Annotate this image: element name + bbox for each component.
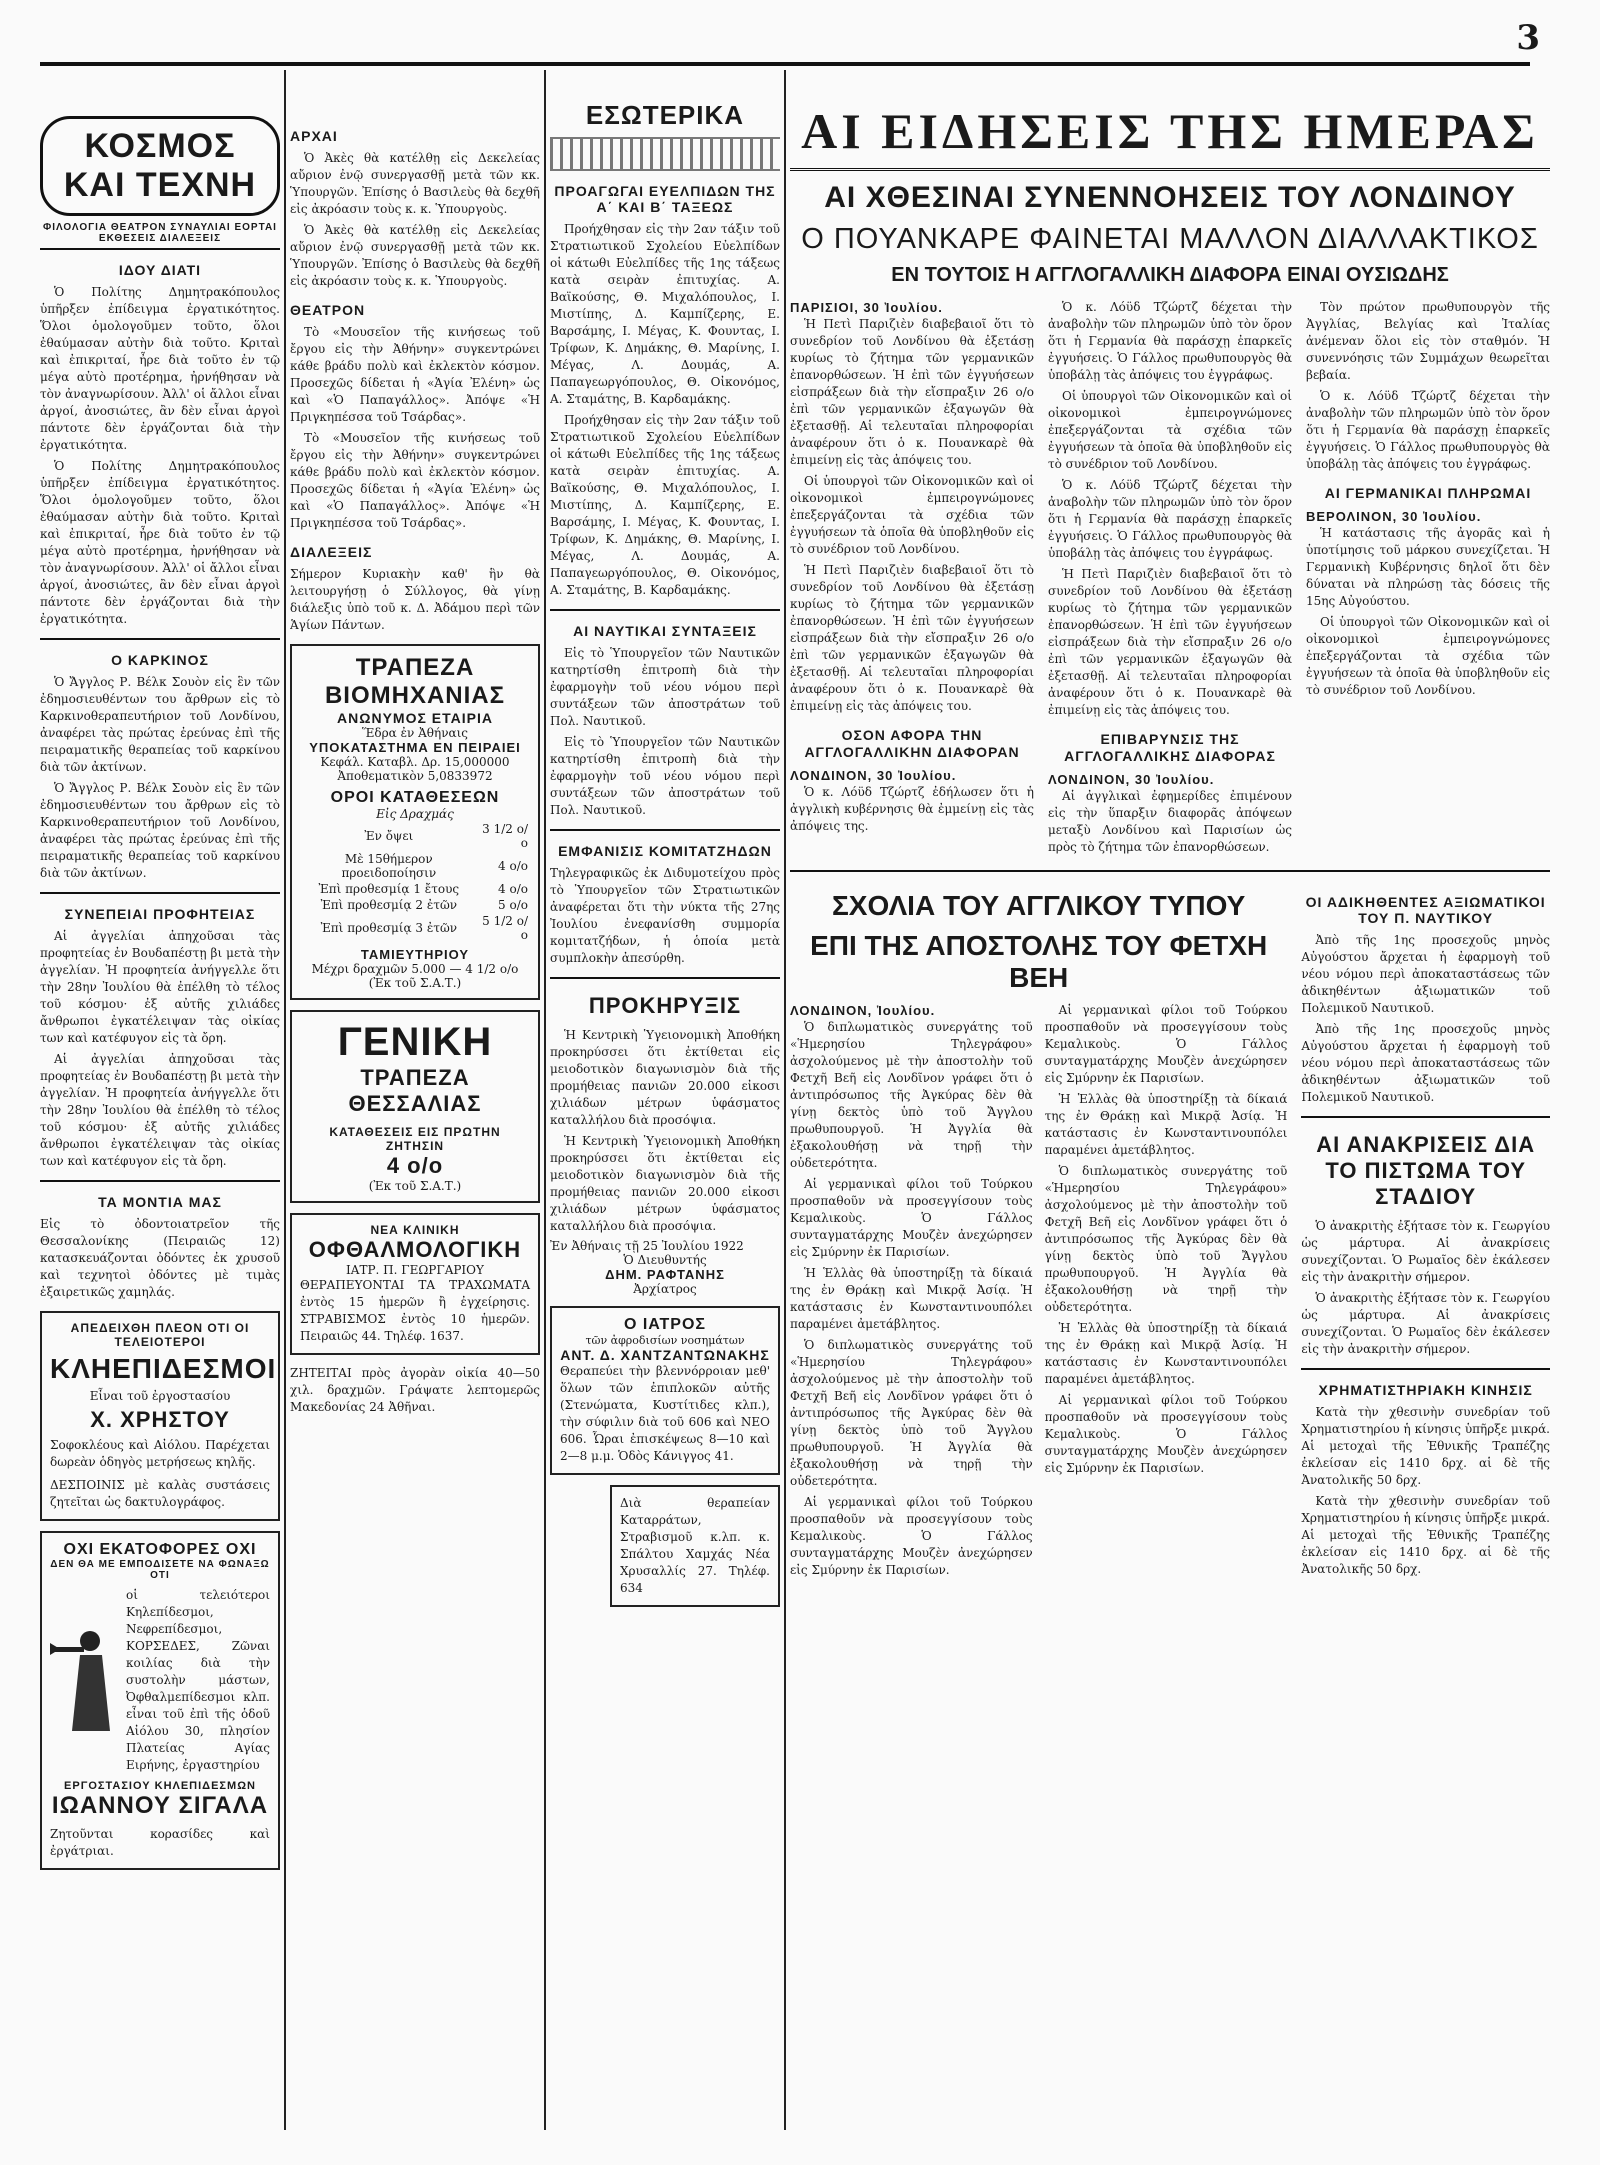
article-text: Τηλεγραφικῶς ἐκ Διδυμοτείχου πρὸς τὸ Ὑπουργεῖον τῶν Στρατιωτικῶν ἀναφέρεται ὅτι τὴν νύκτα τῆς 27ης Ἰουλίου ἐνεφανίσθη συμμορία κομιτατζήδων, ἡ ὁποία μετὰ συμπλοκὴν ἀπεσύρθη.: [550, 866, 780, 965]
page-number: 3: [1516, 18, 1540, 58]
rate-row: Ἐπὶ προθεσμίᾳ 3 ἐτῶν 5 1/2 ο/ο: [320, 914, 528, 942]
headline-sub: Ο ΠΟΥΑΝΚΑΡΕ ΦΑΙΝΕΤΑΙ ΜΑΛΛΟΝ ΔΙΑΛΛΑΚΤΙΚΟΣ: [801, 223, 1539, 255]
article-text: Εἰς τὸ ὀδοντοιατρεῖον τῆς Θεσσαλονίκης (Πειραιῶς 12) κατασκευάζονται ὀδόντες ἐκ χρυσοῦ καὶ τεχνητοὶ ὀδόντες μὲ τιμὰς ἐξαιρετικῶς χαμηλάς.: [40, 1217, 280, 1299]
section-title: ΣΥΝΕΠΕΙΑΙ ΠΡΟΦΗΤΕΙΑΣ: [64, 906, 256, 922]
column-misc: [290, 70, 540, 1416]
sxolia-title-2: ΕΠΙ ΤΗΣ ΑΠΟΣΤΟΛΗΣ ΤΟΥ ΦΕΤΧΗ ΒΕΗ: [810, 930, 1268, 993]
small-ad: Διὰ θεραπείαν Καταρράτων, Στραβισμοῦ κ.λπ. κ. Σπάλτου Χαμχάς Νέα Χρυσαλλίς 27. Τηλέφ. 634: [610, 1485, 780, 1607]
article-text: Ὁ Πολίτης Δημητρακόπουλος ὑπῆρξεν ἐπίδειγμα ἐργατικότητος. Ὅλοι ὁμολογοῦμεν τοῦτο, ὅλοι ἐθαύμασαν αὐτὴν διὰ τοῦτο. Κριταὶ καὶ ἐπικριταί, ἦρε διὰ τοῦτο ἐν τῷ μέγα αὐτὸ προτέρημα, ἠρνήθησαν νὰ τὸν ἀναγνωρίσουν. Ἀλλ' οἱ ἄλλοι εἶναι ἀργοί, ἀνοσιώτες, ἂν δὲν εἶναι ἀργοὶ πάντοτε δὲν ἐργάζονται διὰ τὴν ἐργατικότητα. Ὁ Πολίτης Δημητρακόπουλος ὑπῆρξεν ἐπίδειγμα ἐργατικότητος. Ὅλοι ὁμολογοῦμεν τοῦτο, ὅλοι ἐθαύμασαν αὐτὴν διὰ τοῦτο. Κριταὶ καὶ ἐπικριταί, ἦρε διὰ τοῦτο ἐν τῷ μέγα αὐτὸ προτέρημα, ἠρνήθησαν νὰ τὸν ἀναγνωρίσουν. Ἀλλ' οἱ ἄλλοι εἶναι ἀργοί, ἀνοσιώτες, ἂν δὲν εἶναι ἀργοὶ πάντοτε δὲν ἐργάζονται διὰ τὴν ἐργατικότητα.: [40, 285, 280, 626]
column-rule: [284, 70, 286, 2130]
article-text: Ὁ Ἀκὲς θὰ κατέλθῃ εἰς Δεκελείας αὔριον ἐνῷ συνεργασθῇ μετὰ τῶν κκ. Ὑπουργῶν. Ἐπίσης ὁ Βασιλεὺς θὰ δεχθῆ εἰς ἀκρόασιν τοὺς κ. κ. Ὑπουργοὺς. Ὁ Ἀκὲς θὰ κατέλθῃ εἰς Δεκελείας αὔριον ἐνῷ συνεργασθῇ μετὰ τῶν κκ. Ὑπουργῶν. Ἐπίσης ὁ Βασιλεὺς θὰ δεχθῆ εἰς ἀκρόασιν τοὺς κ. κ. Ὑπουργοὺς.: [290, 151, 540, 288]
rate-row: Ἐπὶ προθεσμίᾳ 1 ἔτους 4 ο/ο: [318, 882, 528, 896]
headline-banner: ΑΙ ΧΘΕΣΙΝΑΙ ΣΥΝΕΝΝΟΗΣΕΙΣ ΤΟΥ ΛΟΝΔΙΝΟΥ: [824, 181, 1516, 214]
section-title: Ο ΚΑΡΚΙΝΟΣ: [111, 652, 209, 668]
section-title: ΟΙ ΑΔΙΚΗΘΕΝΤΕΣ ΑΞΙΩΜΑΤΙΚΟΙ ΤΟΥ Π. ΝΑΥΤΙΚΟΥ: [1305, 894, 1546, 926]
section-title: ΔΙΑΛΕΞΕΙΣ: [290, 544, 373, 560]
esoterika-masthead: ΕΣΩΤΕΡΙΚΑ: [585, 100, 745, 130]
section-title: ΧΡΗΜΑΤΙΣΤΗΡΙΑΚΗ ΚΙΝΗΣΙΣ: [1318, 1382, 1533, 1398]
section-title: ΑΙ ΝΑΥΤΙΚΑΙ ΣΥΝΤΑΞΕΙΣ: [573, 623, 757, 639]
rate-row: Ἐν ὄψει 3 1/2 ο/ο: [364, 822, 528, 850]
clinic-ad: ΝΕΑ ΚΛΙΝΙΚΗ ΟΦΘΑΛΜΟΛΟΓΙΚΗ ΙΑΤΡ. Π. ΓΕΩΡΓΑΡΙΟΥ ΘΕΡΑΠΕΥΟΝΤΑΙ ΤΑ ΤΡΑΧΩΜΑΤΑ ἐντὸς 15 ἡμερῶν ἢ ἐγχείρησις. ΣΤΡΑΒΙΣΜΟΣ ἐντὸς 10 ἡμερῶν. Πειραιῶς 44. Τηλέφ. 1637.: [290, 1213, 540, 1355]
section-title: ΙΔΟΥ ΔΙΑΤΙ: [118, 262, 202, 278]
kosmos-subhead: ΦΙΛΟΛΟΓΙΑ ΘΕΑΤΡΟΝ ΣΥΝΑΥΛΙΑΙ ΕΟΡΤΑΙ ΕΚΘΕΣΕΙΣ ΔΙΑΛΕΞΕΙΣ: [40, 216, 280, 250]
news-articles: ΠΑΡΙΣΙΟΙ, 30 Ἰουλίου. Ἡ Πετὶ Παριζιὲν διαβεβαιοῖ ὅτι τὸ συνεδρίον τοῦ Λονδίνου θὰ ἐξετάσῃ κυρίως τὸ ζήτημα τῶν γερμανικῶν ἐπανορθώσεων. Ἡ ἐπὶ τῶν ἐγγυήσεων εἰσπράξεων διὰ τὴν εἴσπραξιν 26 ο/ο ἐπὶ τῶν γερμανικῶν ἐξαγωγῶν θὰ ἐξετασθῇ. Αἱ τελευταῖαι πληροφορίαι ἀναφέρουν ὅτι ὁ κ. Πουανκαρὲ θὰ ἐπιμείνῃ εἰς τὰς ἀπόψεις του. Οἱ ὑπουργοὶ τῶν Οἰκονομικῶν καὶ οἱ οἰκονομικοὶ ἐμπειρογνώμονες ἐπεξεργάζονται τὰ σχέδια τῶν ἐγγυήσεων τὰ ὁποῖα θὰ ὑποβληθοῦν εἰς τὸ συνέδριον τοῦ Λονδίνου. Ἡ Πετὶ Παριζιὲν διαβεβαιοῖ ὅτι τὸ συνεδρίον τοῦ Λονδίνου θὰ ἐξετάσῃ κυρίως τὸ ζήτημα τῶν γερμανικῶν ἐπανορθώσεων. Ἡ ἐπὶ τῶν ἐγγυήσεων εἰσπράξεων διὰ τὴν εἴσπραξιν 26 ο/ο ἐπὶ τῶν γερμανικῶν ἐξαγωγῶν θὰ ἐξετασθῇ. Αἱ τελευταῖαι πληροφορίαι ἀναφέρουν ὅτι ὁ κ. Πουανκαρὲ θὰ ἐπιμείνῃ εἰς τὰς ἀπόψεις του. ΟΣΟΝ ΑΦΟΡΑ ΤΗΝ ΑΓΓΛΟΓΑΛΛΙΚΗΝ ΔΙΑΦΟΡΑΝ ΛΟΝΔΙΝΟΝ, 30 Ἰουλίου. Ὁ κ. Λόϋδ Τζώρτζ ἐδήλωσεν ὅτι ἡ ἀγγλικὴ κυβέρνησις θὰ ἐμμείνῃ εἰς τὰς ἀπόψεις της. Ὁ κ. Λόϋδ Τζώρτζ δέχεται τὴν ἀναβολὴν τῶν πληρωμῶν ὑπὸ τὸν ὅρον ὅτι ἡ Γερμανία θὰ παράσχῃ ἐπαρκεῖς ἐγγυήσεις. Ὁ Γάλλος πρωθυπουργὸς θὰ ὑποβάλῃ τὰς ἀπόψεις του ἐγγράφως. Οἱ ὑπουργοὶ τῶν Οἰκονομικῶν καὶ οἱ οἰκονομικοὶ ἐμπειρογνώμονες ἐπεξεργάζονται τὰ σχέδια τῶν ἐγγυήσεων τὰ ὁποῖα θὰ ὑποβληθοῦν εἰς τὸ συνέδριον τοῦ Λονδίνου. Ὁ κ. Λόϋδ Τζώρτζ δέχεται τὴν ἀναβολὴν τῶν πληρωμῶν ὑπὸ τὸν ὅρον ὅτι ἡ Γερμανία θὰ παράσχῃ ἐπαρκεῖς ἐγγυήσεις. Ὁ Γάλλος πρωθυπουργὸς θὰ ὑποβάλῃ τὰς ἀπόψεις του ἐγγράφως. Ἡ Πετὶ Παριζιὲν διαβεβαιοῖ ὅτι τὸ συνεδρίον τοῦ Λονδίνου θὰ ἐξετάσῃ κυρίως τὸ ζήτημα τῶν γερμανικῶν ἐπανορθώσεων. Ἡ ἐπὶ τῶν ἐγγυήσεων εἰσπράξεων διὰ τὴν εἴσπραξιν 26 ο/ο ἐπὶ τῶν γερμανικῶν ἐξαγωγῶν θὰ ἐξετασθῇ. Αἱ τελευταῖαι πληροφορίαι ἀναφέρουν ὅτι ὁ κ. Πουανκαρὲ θὰ ἐπιμείνῃ εἰς τὰς ἀπόψεις του. ΕΠΙΒΑΡΥΝΣΙΣ ΤΗΣ ΑΓΓΛΟΓΑΛΛΙΚΗΣ ΔΙΑΦΟΡΑΣ ΛΟΝΔΙΝΟΝ, 30 Ἰουλίου. Αἱ ἀγγλικαὶ ἐφημερίδες ἐπιμένουν εἰς τὴν ὕπαρξιν διαφορᾶς ἀπόψεων μεταξὺ Λονδίνου καὶ Παρισίων ὡς πρὸς τὸ ζήτημα τῶν ἐπανορθώσεων. Τὸν πρώτον πρωθυπουργὸν τῆς Ἀγγλίας, Βελγίας καὶ Ἰταλίας ἀνέμεναν ὅλοι εἰς τὸν σταθμόν. Ἡ συνεννόησις τῶν Συμμάχων θεωρεῖται βεβαία. Ὁ κ. Λόϋδ Τζώρτζ δέχεται τὴν ἀναβολὴν τῶν πληρωμῶν ὑπὸ τὸν ὅρον ὅτι ἡ Γερμανία θὰ παράσχῃ ἐπαρκεῖς ἐγγυήσεις. Ὁ Γάλλος πρωθυπουργὸς θὰ ὑποβάλῃ τὰς ἀπόψεις του ἐγγράφως. ΑΙ ΓΕΡΜΑΝΙΚΑΙ ΠΛΗΡΩΜΑΙ ΒΕΡΟΛΙΝΟΝ, 30 Ἰουλίου. Ἡ κατάστασις τῆς ἀγορᾶς καὶ ἡ ὑποτίμησις τοῦ μάρκου συνεχίζεται. Ἡ Γερμανικὴ Κυβέρνησις δηλοῖ ὅτι δὲν δύναται νὰ πληρώσῃ τὰς δόσεις τῆς 15ης Αὐγούστου. Οἱ ὑπουργοὶ τῶν Οἰκονομικῶν καὶ οἱ οἰκονομικοὶ ἐμπειρογνώμονες ἐπεξεργάζονται τὰ σχέδια τῶν ἐγγυήσεων τὰ ὁποῖα θὰ ὑποβληθοῦν εἰς τὸ συνέδριον τοῦ Λονδίνου.: [790, 300, 1550, 854]
article-text: Σήμερον Κυριακὴν καθ' ἣν θὰ λειτουργήσῃ ὁ Σύλλογος, θὰ γίνῃ διάλεξις ὑπὸ τοῦ κ. Δ. Ἀδάμου περὶ τῶν Ἁγίων Πάντων.: [290, 567, 540, 632]
column-esoterika: ΕΣΩΤΕΡΙΚΑ ΠΡΟΑΓΩΓΑΙ ΕΥΕΛΠΙΔΩΝ ΤΗΣ Α΄ ΚΑΙ Β΄ ΤΑΞΕΩΣ Προήχθησαν εἰς τὴν 2αν τάξιν τοῦ Στρατιωτικοῦ Σχολείου Εὐελπίδων οἱ κάτωθι Εὐελπίδες τῆς 1ης τάξεως κατὰ σειρὰν ἐπιτυχίας. Α. Βαϊκούσης, Θ. Μιχαλόπουλος, Ι. Μιστίπης, Δ. Καμπίζερης, Ε. Βαρσάμης, Ι. Μέγας, Κ. Φουντας, Ι. Τρίφων, Κ. Δημάκης, Θ. Μαρίνης, Ι. Μέγας, Λ. Δουμάς, Α. Παπαγεωργόπουλος, Θ. Οἰκονόμος, Α. Σταμάτης, Β. Καρδαμάκης. Προήχθησαν εἰς τὴν 2αν τάξιν τοῦ Στρατιωτικοῦ Σχολείου Εὐελπίδων οἱ κάτωθι Εὐελπίδες τῆς 1ης τάξεως κατὰ σειρὰν ἐπιτυχίας. Α. Βαϊκούσης, Θ. Μιχαλόπουλος, Ι. Μιστίπης, Δ. Καμπίζερης, Ε. Βαρσάμης, Ι. Μέγας, Κ. Φουντας, Ι. Τρίφων, Κ. Δημάκης, Θ. Μαρίνης, Ι. Μέγας, Λ. Δουμάς, Α. Παπαγεωργόπουλος, Θ. Οἰκονόμος, Α. Σταμάτης, Β. Καρδαμάκης. ΑΙ ΝΑΥΤΙΚΑΙ ΣΥΝΤΑΞΕΙΣ Εἰς τὸ Ὑπουργεῖον τῶν Ναυτικῶν κατηρτίσθη ἐπιτροπὴ διὰ τὴν ἐφαρμογὴν τοῦ νέου νόμου περὶ συντάξεων τῶν ἀποστράτων τοῦ Πολ. Ναυτικοῦ. Εἰς τὸ Ὑπουργεῖον τῶν Ναυτικῶν κατηρτίσθη ἐπιτροπὴ διὰ τὴν ἐφαρμογὴν τοῦ νέου νόμου περὶ συντάξεων τῶν ἀποστράτων τοῦ Πολ. Ναυτικοῦ. ΕΜΦΑΝΙΣΙΣ ΚΟΜΙΤΑΤΖΗΔΩΝ Τηλεγραφικῶς ἐκ Διδυμοτείχου πρὸς τὸ Ὑπουργεῖον τῶν Στρατιωτικῶν ἀναφέρεται ὅτι τὴν νύκτα τῆς 27ης Ἰουλίου ἐνεφανίσθη συμμορία κομιτατζήδων, ἡ ὁποία μετὰ συμπλοκὴν ἀπεσύρθη. ΠΡΟΚΗΡΥΞΙΣ Ἡ Κεντρικὴ Ὑγειονομικὴ Ἀποθήκη προκηρύσσει ὅτι ἐκτίθεται εἰς μειοδοτικὸν διαγωνισμὸν διὰ τῆς προμήθειας πανιῶν 20.000 εἰκοσι χιλιάδων μέτρων ὑφάσματος καταλλήλου διὰ προσόψια. Ἡ Κεντρικὴ Ὑγειονομικὴ Ἀποθήκη προκηρύσσει ὅτι ἐκτίθεται εἰς μειοδοτικὸν διαγωνισμὸν διὰ τῆς προμήθειας πανιῶν 20.000 εἰκοσι χιλιάδων μέτρων ὑφάσματος καταλλήλου διὰ προσόψια. Ἐν Ἀθήναις τῇ 25 Ἰουλίου 1922 Ὁ Διευθυντής ΔΗΜ. ΡΑΦΤΑΝΗΣ Ἀρχίατρος Ο ΙΑΤΡΟΣ τῶν ἀφροδισίων νοσημάτων ΑΝΤ. Δ. ΧΑΝΤΖΑΝΤΩΝΑΚΗΣ Θεραπεύει τὴν βλεννόρροιαν μεθ' ὅλων τῶν ἐπιπλοκῶν αὐτῆς (Στενώματα, Κυστίτιδες κλπ.), τὴν σύφιλιν διὰ τοῦ 606 καὶ NEO 606. Ὧραι ἐπισκέψεως 8—10 καὶ 2—8 μ.μ. Ὁδὸς Κάνιγγος 41. Διὰ θεραπείαν Καταρράτων, Στραβισμοῦ κ.λπ. κ. Σπάλτου Χαμχάς Νέα Χρυσαλλίς 27. Τηλέφ. 634: [550, 70, 780, 1617]
ornament-band: [550, 137, 780, 171]
kleidesmoi-ad: ΑΠΕΔΕΙΧΘΗ ΠΛΕΟΝ ΟΤΙ ΟΙ ΤΕΛΕΙΟΤΕΡΟΙ ΚΛΗΕΠΙΔΕΣΜΟΙ Εἶναι τοῦ ἐργοστασίου Χ. ΧΡΗΣΤΟΥ Σοφοκλέους καὶ Αἰόλου. Παρέχεται δωρεὰν ὁδηγὸς μετρήσεως κηλῆς. ΔΕΣΠΟΙΝΙΣ μὲ καλὰς συστάσεις ζητεῖται ὡς δακτυλογράφος.: [40, 1311, 280, 1521]
bank-ad: ΤΡΑΠΕΖΑ ΒΙΟΜΗΧΑΝΙΑΣ ΑΝΩΝΥΜΟΣ ΕΤΑΙΡΙΑ Ἕδρα ἐν Ἀθήναις ΥΠΟΚΑΤΑΣΤΗΜΑ ΕΝ ΠΕΙΡΑΙΕΙ Κεφάλ. Καταβλ. Δρ. 15,000000 Ἀποθεματικὸν 5,0833972 ΟΡΟΙ ΚΑΤΑΘΕΣΕΩΝ Εἰς Δραχμάς Ἐν ὄψει 3 1/2 ο/ο Μὲ 15θήμερον προειδοποίησιν 4 ο/ο Ἐπὶ προθεσμίᾳ 1 ἔτους 4 ο/ο Ἐπὶ προθεσμίᾳ 2 ἐτῶν 5 ο/ο Ἐπὶ προθεσμίᾳ 3 ἐτῶν 5 1/2 ο/ο ΤΑΜΙΕΥΤΗΡΙΟΥ Μέχρι δραχμῶν 5.000 — 4 1/2 ο/ο (Ἐκ τοῦ Σ.Α.Τ.): [290, 644, 540, 1000]
section-title: ΕΜΦΑΝΙΣΙΣ ΚΟΜΙΤΑΤΖΗΔΩΝ: [558, 843, 772, 859]
herald-figure-icon: [50, 1621, 120, 1741]
article-text: Εἰς τὸ Ὑπουργεῖον τῶν Ναυτικῶν κατηρτίσθη ἐπιτροπὴ διὰ τὴν ἐφαρμογὴν τοῦ νέου νόμου περὶ συντάξεων τῶν ἀποστράτων τοῦ Πολ. Ναυτικοῦ. Εἰς τὸ Ὑπουργεῖον τῶν Ναυτικῶν κατηρτίσθη ἐπιτροπὴ διὰ τὴν ἐφαρμογὴν τοῦ νέου νόμου περὶ συντάξεων τῶν ἀποστράτων τοῦ Πολ. Ναυτικοῦ.: [550, 646, 780, 817]
column-rule: [784, 70, 786, 2130]
section-title: ΑΙ ΑΝΑΚΡΙΣΕΙΣ ΔΙΑ ΤΟ ΠΙΣΤΩΜΑ ΤΟΥ ΣΤΑΔΙΟΥ: [1316, 1132, 1536, 1209]
article-text: Ἡ Κεντρικὴ Ὑγειονομικὴ Ἀποθήκη προκηρύσσει ὅτι ἐκτίθεται εἰς μειοδοτικὸν διαγωνισμὸν διὰ τῆς προμήθειας πανιῶν 20.000 εἰκοσι χιλιάδων μέτρων ὑφάσματος καταλλήλου διὰ προσόψια. Ἡ Κεντρικὴ Ὑγειονομικὴ Ἀποθήκη προκηρύσσει ὅτι ἐκτίθεται εἰς μειοδοτικὸν διαγωνισμὸν διὰ τῆς προμήθειας πανιῶν 20.000 εἰκοσι χιλιάδων μέτρων ὑφάσματος καταλλήλου διὰ προσόψια.: [550, 1028, 780, 1233]
news-masthead: ΑΙ ΕΙΔΗΣΕΙΣ ΤΗΣ ΗΜΕΡΑΣ: [790, 98, 1550, 171]
section-title: ΠΡΟΚΗΡΥΞΙΣ: [588, 993, 742, 1018]
headline-sub2: ΕΝ ΤΟΥΤΟΙΣ Η ΑΓΓΛΟΓΑΛΛΙΚΗ ΔΙΑΦΟΡΑ ΕΙΝΑΙ ΟΥΣΙΩΔΗΣ: [891, 264, 1449, 286]
article-text: Ὁ Ἄγγλος Ρ. Βέλκ Σουὸν εἰς ἓν τῶν ἐδημοσιευθέντων του ἄρθρων εἰς τὸ Καρκινοθεραπευτήριον τοῦ Λονδίνου, ἀναφέρει τὰς πρώτας ἐρεύνας ἐπὶ τῆς πειραματικῆς θεραπείας τοῦ καρκίνου διὰ τῶν ἀκτίνων. Ὁ Ἄγγλος Ρ. Βέλκ Σουὸν εἰς ἓν τῶν ἐδημοσιευθέντων του ἄρθρων εἰς τὸ Καρκινοθεραπευτήριον τοῦ Λονδίνου, ἀναφέρει τὰς πρώτας ἐρεύνας ἐπὶ τῆς πειραματικῆς θεραπείας τοῦ καρκίνου διὰ τῶν ἀκτίνων.: [40, 675, 280, 880]
column-rule: [544, 70, 546, 2130]
general-bank-ad: ΓΕΝΙΚΗ ΤΡΑΠΕΖΑ ΘΕΣΣΑΛΙΑΣ ΚΑΤΑΘΕΣΕΙΣ ΕΙΣ ΠΡΩΤΗΝ ΖΗΤΗΣΙΝ 4 ο/ο (Ἐκ τοῦ Σ.Α.Τ.): [290, 1010, 540, 1203]
wanted-ad: ΖΗΤΕΙΤΑΙ πρὸς ἀγορὰν οἰκία 40—50 χιλ. δραχμῶν. Γράψατε λεπτομερῶς Μακεδονίας 24 Ἀθῆναι.: [290, 1366, 540, 1414]
section-title: ΠΡΟΑΓΩΓΑΙ ΕΥΕΛΠΙΔΩΝ ΤΗΣ Α΄ ΚΑΙ Β΄ ΤΑΞΕΩΣ: [554, 183, 776, 215]
rates-table: [300, 821, 530, 943]
sxolia-title: ΣΧΟΛΙΑ ΤΟΥ ΑΓΓΛΙΚΟΥ ΤΥΠΟΥ: [832, 890, 1246, 921]
top-rule: [40, 62, 1530, 66]
section-title: ΘΕΑΤΡΟΝ: [290, 302, 366, 318]
section-title: ΑΡΧΑΙ: [290, 128, 338, 144]
rate-row: Ἐπὶ προθεσμίᾳ 2 ἐτῶν 5 ο/ο: [320, 898, 528, 912]
article-text: Προήχθησαν εἰς τὴν 2αν τάξιν τοῦ Στρατιωτικοῦ Σχολείου Εὐελπίδων οἱ κάτωθι Εὐελπίδες τῆς 1ης τάξεως κατὰ σειρὰν ἐπιτυχίας. Α. Βαϊκούσης, Θ. Μιχαλόπουλος, Ι. Μιστίπης, Δ. Καμπίζερης, Ε. Βαρσάμης, Ι. Μέγας, Κ. Φουντας, Ι. Τρίφων, Κ. Δημάκης, Θ. Μαρίνης, Ι. Μέγας, Λ. Δουμάς, Α. Παπαγεωργόπουλος, Θ. Οἰκονόμος, Α. Σταμάτης, Β. Καρδαμάκης. Προήχθησαν εἰς τὴν 2αν τάξιν τοῦ Στρατιωτικοῦ Σχολείου Εὐελπίδων οἱ κάτωθι Εὐελπίδες τῆς 1ης τάξεως κατὰ σειρὰν ἐπιτυχίας. Α. Βαϊκούσης, Θ. Μιχαλόπουλος, Ι. Μιστίπης, Δ. Καμπίζερης, Ε. Βαρσάμης, Ι. Μέγας, Κ. Φουντας, Ι. Τρίφων, Κ. Δημάκης, Θ. Μαρίνης, Ι. Μέγας, Λ. Δουμάς, Α. Παπαγεωργόπουλος, Θ. Οἰκονόμος, Α. Σταμάτης, Β. Καρδαμάκης.: [550, 222, 780, 597]
column-news: [790, 70, 1550, 1583]
lower-news: ΣΧΟΛΙΑ ΤΟΥ ΑΓΓΛΙΚΟΥ ΤΥΠΟΥ ΕΠΙ ΤΗΣ ΑΠΟΣΤΟΛΗΣ ΤΟΥ ΦΕΤΧΗ ΒΕΗ ΛΟΝΔΙΝΟΝ, Ἰουλίου. Ὁ διπλωματικὸς συνεργάτης τοῦ «Ἡμερησίου Τηλεγράφου» ἀσχολούμενος μὲ τὴν ἀποστολὴν τοῦ Φετχῆ Βεῆ εἰς Λονδῖνον γράφει ὅτι ὁ ἀντιπρόσωπος τῆς Ἀγκύρας δὲν θὰ γίνῃ δεκτὸς ὑπὸ τοῦ Ἄγγλου πρωθυπουργοῦ. Ἡ Ἀγγλία θὰ ἐξακολουθήσῃ νὰ τηρῇ τὴν οὐδετερότητα. Αἱ γερμανικαὶ φίλοι τοῦ Τούρκου προσπαθοῦν νὰ προσεγγίσουν τοὺς Κεμαλικοὺς. Ὁ Γάλλος συνταγματάρχης Μουζὲν ἀνεχώρησεν εἰς Σμύρνην ἐκ Παρισίων. Ἡ Ἑλλὰς θὰ ὑποστηρίξῃ τὰ δίκαιά της ἐν Θράκῃ καὶ Μικρᾷ Ἀσίᾳ. Ἡ κατάστασις ἐν Κωνσταντινουπόλει παραμένει ἀμετάβλητος. Ὁ διπλωματικὸς συνεργάτης τοῦ «Ἡμερησίου Τηλεγράφου» ἀσχολούμενος μὲ τὴν ἀποστολὴν τοῦ Φετχῆ Βεῆ εἰς Λονδῖνον γράφει ὅτι ὁ ἀντιπρόσωπος τῆς Ἀγκύρας δὲν θὰ γίνῃ δεκτὸς ὑπὸ τοῦ Ἄγγλου πρωθυπουργοῦ. Ἡ Ἀγγλία θὰ ἐξακολουθήσῃ νὰ τηρῇ τὴν οὐδετερότητα. Αἱ γερμανικαὶ φίλοι τοῦ Τούρκου προσπαθοῦν νὰ προσεγγίσουν τοὺς Κεμαλικοὺς. Ὁ Γάλλος συνταγματάρχης Μουζὲν ἀνεχώρησεν εἰς Σμύρνην ἐκ Παρισίων. Αἱ γερμανικαὶ φίλοι τοῦ Τούρκου προσπαθοῦν νὰ προσεγγίσουν τοὺς Κεμαλικοὺς. Ὁ Γάλλος συνταγματάρχης Μουζὲν ἀνεχώρησεν εἰς Σμύρνην ἐκ Παρισίων. Ἡ Ἑλλὰς θὰ ὑποστηρίξῃ τὰ δίκαιά της ἐν Θράκῃ καὶ Μικρᾷ Ἀσίᾳ. Ἡ κατάστασις ἐν Κωνσταντινουπόλει παραμένει ἀμετάβλητος. Ὁ διπλωματικὸς συνεργάτης τοῦ «Ἡμερησίου Τηλεγράφου» ἀσχολούμενος μὲ τὴν ἀποστολὴν τοῦ Φετχῆ Βεῆ εἰς Λονδῖνον γράφει ὅτι ὁ ἀντιπρόσωπος τῆς Ἀγκύρας δὲν θὰ γίνῃ δεκτὸς ὑπὸ τοῦ Ἄγγλου πρωθυπουργοῦ. Ἡ Ἀγγλία θὰ ἐξακολουθήσῃ νὰ τηρῇ τὴν οὐδετερότητα. Ἡ Ἑλλὰς θὰ ὑποστηρίξῃ τὰ δίκαιά της ἐν Θράκῃ καὶ Μικρᾷ Ἀσίᾳ. Ἡ κατάστασις ἐν Κωνσταντινουπόλει παραμένει ἀμετάβλητος. Αἱ γερμανικαὶ φίλοι τοῦ Τούρκου προσπαθοῦν νὰ προσεγγίσουν τοὺς Κεμαλικοὺς. Ὁ Γάλλος συνταγματάρχης Μουζὲν ἀνεχώρησεν εἰς Σμύρνην ἐκ Παρισίων. ΟΙ ΑΔΙΚΗΘΕΝΤΕΣ ΑΞΙΩΜΑΤΙΚΟΙ ΤΟΥ Π. ΝΑΥΤΙΚΟΥ Ἀπὸ τῆς 1ης προσεχοῦς μηνὸς Αὐγούστου ἄρχεται ἡ ἐφαρμογὴ τοῦ νέου νόμου περὶ ἀποκαταστάσεως τῶν ἀδικηθέντων ἀξιωματικῶν τοῦ Πολεμικοῦ Ναυτικοῦ. Ἀπὸ τῆς 1ης προσεχοῦς μηνὸς Αὐγούστου ἄρχεται ἡ ἐφαρμογὴ τοῦ νέου νόμου περὶ ἀποκαταστάσεως τῶν ἀδικηθέντων ἀξιωματικῶν τοῦ Πολεμικοῦ Ναυτικοῦ. ΑΙ ΑΝΑΚΡΙΣΕΙΣ ΔΙΑ ΤΟ ΠΙΣΤΩΜΑ ΤΟΥ ΣΤΑΔΙΟΥ Ὁ ἀνακριτὴς ἐξήτασε τὸν κ. Γεωργίου ὡς μάρτυρα. Αἱ ἀνακρίσεις συνεχίζονται. Ὁ Ρωμαῖος δὲν ἐκάλεσεν εἰς τὴν ἀνακριτὴν σήμερον. Ὁ ἀνακριτὴς ἐξήτασε τὸν κ. Γεωργίου ὡς μάρτυρα. Αἱ ἀνακρίσεις συνεχίζονται. Ὁ Ρωμαῖος δὲν ἐκάλεσεν εἰς τὴν ἀνακριτὴν σήμερον. ΧΡΗΜΑΤΙΣΤΗΡΙΑΚΗ ΚΙΝΗΣΙΣ Κατὰ τὴν χθεσινὴν συνεδρίαν τοῦ Χρηματιστηρίου ἡ κίνησις ὑπῆρξε μικρά. Αἱ μετοχαὶ τῆς Ἐθνικῆς Τραπέζης ἐκλείσαν εἰς 1410 δρχ. αἱ δὲ τῆς Ἀνατολικῆς 50 δρχ. Κατὰ τὴν χθεσινὴν συνεδρίαν τοῦ Χρηματιστηρίου ἡ κίνησις ὑπῆρξε μικρά. Αἱ μετοχαὶ τῆς Ἐθνικῆς Τραπέζης ἐκλείσαν εἰς 1410 δρχ. αἱ δὲ τῆς Ἀνατολικῆς 50 δρχ.: [790, 890, 1550, 1577]
rate-row: Μὲ 15θήμερον προειδοποίησιν 4 ο/ο: [341, 852, 528, 880]
doctor-ad: Ο ΙΑΤΡΟΣ τῶν ἀφροδισίων νοσημάτων ΑΝΤ. Δ. ΧΑΝΤΖΑΝΤΩΝΑΚΗΣ Θεραπεύει τὴν βλεννόρροιαν μεθ' ὅλων τῶν ἐπιπλοκῶν αὐτῆς (Στενώματα, Κυστίτιδες κλπ.), τὴν σύφιλιν διὰ τοῦ 606 καὶ NEO 606. Ὧραι ἐπισκέψεως 8—10 καὶ 2—8 μ.μ. Ὁδὸς Κάνιγγος 41.: [550, 1306, 780, 1475]
oxi-ad: ΟΧΙ ΕΚΑΤΟΦΟΡΕΣ ΟΧΙ ΔΕΝ ΘΑ ΜΕ ΕΜΠΟΔΙΣΕΤΕ ΝΑ ΦΩΝΑΞΩ ΟΤΙ οἱ τελειότεροι Κηλεπίδεσμοι, Νεφρεπίδεσμοι, ΚΟΡΣΕΔΕΣ, Ζῶναι κοιλίας διὰ τὴν συστολὴν μάστων, Ὀφθαλμεπίδεσμοι κλπ. εἶναι τοῦ ἐπὶ τῆς ὁδοῦ Αἰόλου 30, πλησίον Πλατείας Αγίας Ειρήνης, ἐργαστηρίου ΕΡΓΟΣΤΑΣΙΟΥ ΚΗΛΕΠΙΔΕΣΜΩΝ ΙΩΑΝΝΟΥ ΣΙΓΑΛΑ Ζητοῦνται κορασίδες καὶ ἐργάτριαι.: [40, 1531, 280, 1870]
article-text: Αἱ ἀγγελίαι ἀπηχοῦσαι τὰς προφητείας ἐν Βουδαπέστῃ βι μετὰ τὴν ἀγγελίαν. Ἡ προφητεία ἀνήγγελλε ὅτι τὴν 28ην Ἰουλίου θὰ ἐπέλθη τὸ τέλος τοῦ κόσμου· ἐξ αὐτῆς χιλιάδες ἄνθρωποι ἐγκατέλειψαν τὰς οἰκίας των καὶ κατέφυγον εἰς τὰ ὄρη. Αἱ ἀγγελίαι ἀπηχοῦσαι τὰς προφητείας ἐν Βουδαπέστῃ βι μετὰ τὴν ἀγγελίαν. Ἡ προφητεία ἀνήγγελλε ὅτι τὴν 28ην Ἰουλίου θὰ ἐπέλθη τὸ τέλος τοῦ κόσμου· ἐξ αὐτῆς χιλιάδες ἄνθρωποι ἐγκατέλειψαν τὰς οἰκίας των καὶ κατέφυγον εἰς τὰ ὄρη.: [40, 929, 280, 1168]
article-text: Τὸ «Μουσεῖον τῆς κινήσεως τοῦ ἔργου εἰς τὴν Ἀθήνην» συγκεντρώνει κάθε βράδυ πολὺ καὶ ἐκλεκτὸν κόσμον. Προσεχῶς δίδεται ἡ «Ἁγία Ἐλένη» ὡς καὶ «Ὁ Παπαγάλλος». Ἀπόψε «Ἡ Πριγκηπέσσα τοῦ Τσάρδας». Τὸ «Μουσεῖον τῆς κινήσεως τοῦ ἔργου εἰς τὴν Ἀθήνην» συγκεντρώνει κάθε βράδυ πολὺ καὶ ἐκλεκτὸν κόσμον. Προσεχῶς δίδεται ἡ «Ἁγία Ἐλένη» ὡς καὶ «Ὁ Παπαγάλλος». Ἀπόψε «Ἡ Πριγκηπέσσα τοῦ Τσάρδας».: [290, 325, 540, 530]
column-kosmos: [40, 70, 280, 1880]
kosmos-masthead: ΚΟΣΜΟΣ ΚΑΙ ΤΕΧΝΗ: [40, 116, 280, 216]
section-title: ΤΑ ΜΟΝΤΙΑ ΜΑΣ: [98, 1194, 222, 1210]
